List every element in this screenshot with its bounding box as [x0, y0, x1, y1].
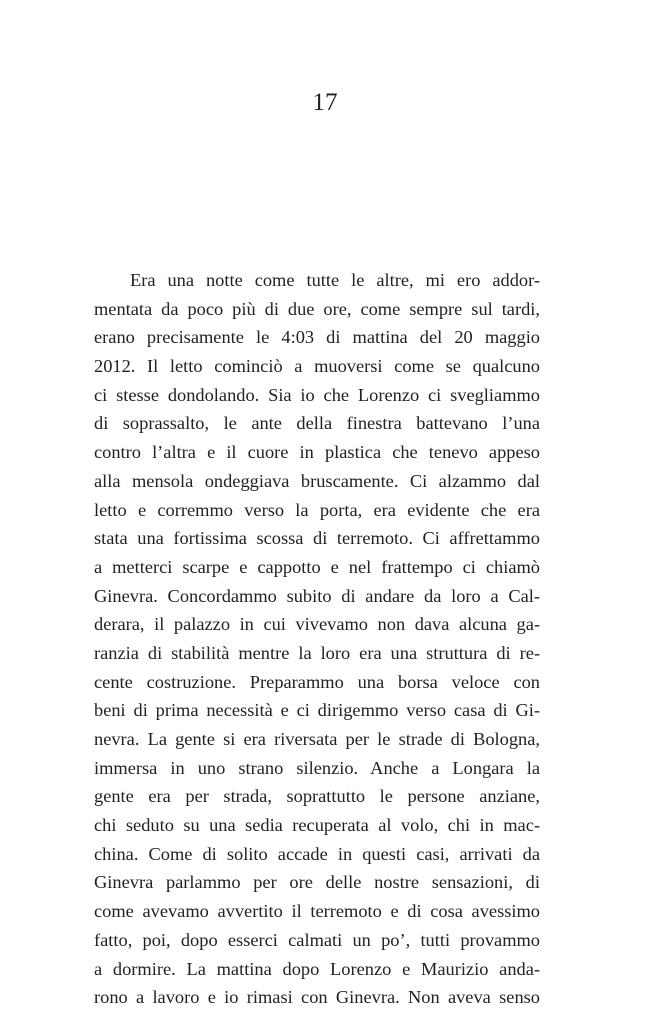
- text-line: di soprassalto, le ante della finestra battevano l’una: [94, 413, 540, 434]
- text-line: contro l’altra e il cuore in plastica che tenevo appeso: [94, 442, 540, 463]
- text-line: derara, il palazzo in cui vivevamo non dava alcuna ga-: [94, 614, 540, 635]
- text-line: ci stesse dondolando. Sia io che Lorenzo ci svegliammo: [94, 384, 540, 405]
- text-line: chi seduto su una sedia recuperata al volo, chi in mac-: [94, 815, 540, 836]
- text-line: fatto, poi, dopo esserci calmati un po’, tutti provammo: [94, 929, 540, 950]
- body-text: [94, 266, 540, 1012]
- text-line: beni di prima necessità e ci dirigemmo verso casa di Gi-: [94, 700, 540, 721]
- text-line: Ginevra parlammo per ore delle nostre sensazioni, di: [94, 872, 540, 893]
- text-line: Ginevra. Concordammo subito di andare da loro a Cal-: [94, 585, 540, 606]
- text-line: china. Come di solito accade in questi casi, arrivati da: [94, 843, 540, 864]
- text-line: mentata da poco più di due ore, come sempre sul tardi,: [94, 298, 540, 319]
- text-line: ranzia di stabilità mentre la loro era una struttura di re-: [94, 642, 540, 663]
- text-line: nevra. La gente si era riversata per le strade di Bologna,: [94, 729, 540, 749]
- text-line: 2012. Il letto cominciò a muoversi come se qualcuno: [94, 356, 540, 377]
- text-line: stata una fortissima scossa di terremoto. Ci affrettammo: [94, 528, 540, 549]
- text-line: a dormire. La mattina dopo Lorenzo e Maurizio anda-: [94, 958, 540, 979]
- text-line: cente costruzione. Preparammo una borsa veloce con: [94, 671, 540, 692]
- text-line: erano precisamente le 4:03 di mattina del 20 maggio: [94, 327, 540, 348]
- text-line: letto e corremmo verso la porta, era evidente che era: [94, 499, 540, 520]
- text-line: alla mensola ondeggiava bruscamente. Ci alzammo dal: [94, 470, 540, 491]
- text-line: immersa in uno strano silenzio. Anche a Longara la: [94, 757, 540, 778]
- text-line: Era una notte come tutte le altre, mi ero addor-: [130, 270, 540, 290]
- chapter-number: 17: [312, 89, 338, 116]
- text-line: gente era per strada, soprattutto le persone anziane,: [94, 786, 540, 807]
- text-line: come avevamo avvertito il terremoto e di cosa avessimo: [94, 901, 540, 922]
- text-line: rono a lavoro e io rimasi con Ginevra. Non aveva senso: [94, 987, 540, 1008]
- text-line: a metterci scarpe e cappotto e nel frattempo ci chiamò: [94, 556, 540, 577]
